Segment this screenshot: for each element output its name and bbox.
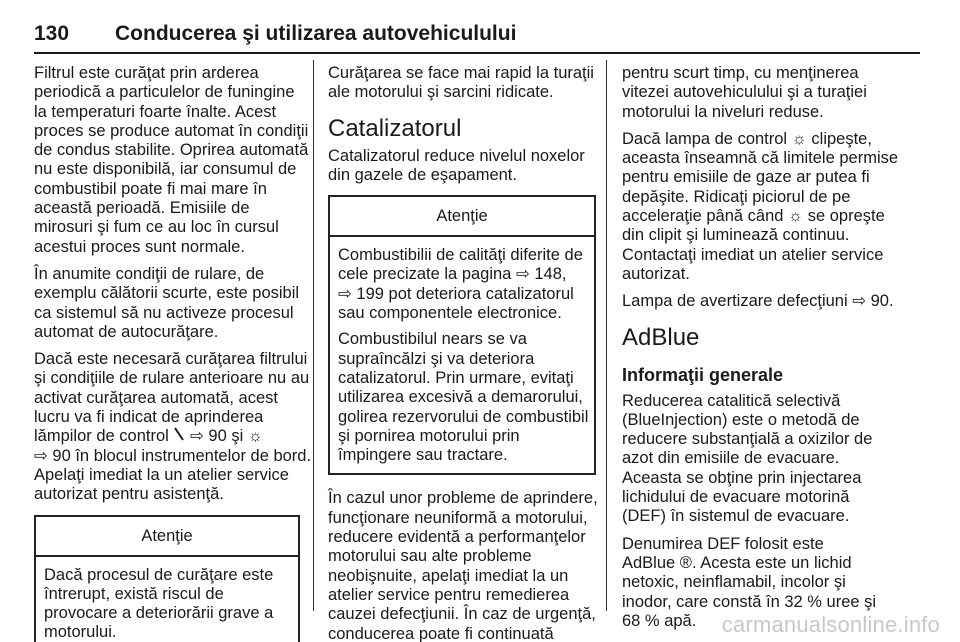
- page-number: 130: [34, 22, 70, 45]
- page-reference-icon: ⇨: [190, 427, 204, 446]
- warning-notice: [328, 195, 596, 475]
- notice-heading: Atenţie: [36, 517, 298, 557]
- column-1: [34, 64, 312, 642]
- paragraph-def-name: Denumirea DEF folosit este AdBlue ®. Acesta este un lichid netoxic, neinflamabil, incolor şi inodor, care constă în 32 % uree şi 68 % apă.: [622, 534, 877, 630]
- engine-warning-icon: ☼: [791, 129, 807, 148]
- engine-warning-icon: ☼: [788, 207, 804, 226]
- paragraph-control-lamp: Dacă lampa de control ☼ clipeşte, aceasta înseamnă că limitele permise pentru emisiile de gaze ar putea fi depăşite. Ridicaţi piciorul de pe acceleraţie până când ☼ se opreşte din clipit şi luminează continuu. Contactaţi imediat un atelier service autorizat.: [622, 129, 899, 283]
- paragraph-filter-cleaning: Filtrul este curăţat prin arderea periodică a particulelor de funingine la temperaturi foarte înalte. Acest proces se produce automat în condiţii de condus stabilite. Oprirea automată nu este disponibilă, iar consumul de combustibil poate fi mai mare în această perioadă. Emisiile de mirosuri şi fum ce au loc în cursul acestui proces sunt normale.: [34, 64, 309, 256]
- engine-warning-icon: ☼: [247, 427, 263, 446]
- subsection-heading-general-info: Informaţii generale: [622, 364, 784, 385]
- notice-body: Combustibilii de calităţi diferite de cele precizate la pagina ⇨ 148, ⇨ 199 pot deteriora catalizatorul sau componentele electronice. Combustibilul nears se va supraîncălzi şi va deteriora catalizatorul. Prin urmare, evitaţi utilizarea excesivă a demarorului, golirea rezervorului de combustibil şi pornirea motorului prin împingere sau tractare.: [338, 246, 589, 465]
- running-title: Conducerea şi utilizarea autovehiculului: [115, 22, 517, 45]
- diesel-filter-icon: [173, 427, 185, 446]
- page-reference-icon: ⇨: [515, 265, 530, 284]
- paragraph-driving-conditions: În anumite condiţii de rulare, de exemplu călătorii scurte, este posibil ca sistemul să nu activeze procesul automat de autocurăţare.: [34, 264, 300, 341]
- column-divider: [606, 60, 607, 611]
- section-heading-adblue: AdBlue: [622, 323, 700, 351]
- paragraph-scr: Reducerea catalitică selectivă (BlueInjection) este o metodă de reducere substanţială a oxizilor de azot din emisiile de evacuare. Aceasta se obţine prin injectarea lichidului de evacuare motorină (DEF) în sistemul de evacuare.: [622, 391, 873, 526]
- paragraph-catalyst: Catalizatorul reduce nivelul noxelor din gazele de eşapament.: [328, 146, 585, 184]
- page-reference-icon: ⇨: [852, 292, 867, 311]
- paragraph-ignition-problems: În cazul unor probleme de aprindere, funcţionare neuniformă a motorului, reducere evidentă a performanţelor motorului sau alte probleme neobişnuite, apelaţi imediat la un atelier service pentru remedierea cauzei defecţiunii. În caz de urgenţă, conducerea poate fi continuată: [328, 489, 598, 642]
- column-3: [622, 64, 918, 639]
- page-reference-icon: ⇨: [34, 446, 48, 465]
- column-2: [328, 64, 596, 642]
- notice-body: Dacă procesul de curăţare este întrerupt, există riscul de provocare a deteriorării grave a motorului.: [44, 565, 274, 642]
- notice-heading: Atenţie: [330, 197, 594, 237]
- header-rule: [34, 52, 920, 54]
- paragraph-cleaning-needed: Dacă este necesară curăţarea filtrului şi condiţiile de rulare anterioare nu au activat curăţarea automată, acest lucru va fi indicat de aprinderea lămpilor de control ⇨ 90 şi ☼ ⇨ 90 în blocul instrumentelor de bord. Apelaţi imediat la un atelier service autorizat pentru asistenţă.: [34, 350, 312, 504]
- paragraph-warning-lamp: Lampa de avertizare defecţiuni ⇨ 90.: [622, 292, 894, 311]
- watermark: carmanualsonline.info: [721, 612, 940, 637]
- section-heading-catalyst: Catalizatorul: [328, 114, 462, 142]
- paragraph-continuation: pentru scurt timp, cu menţinerea vitezei autovehiculului şi a turaţiei motorului la niveluri reduse.: [622, 64, 867, 121]
- column-divider: [313, 60, 314, 611]
- paragraph-cleaning-speed: Curăţarea se face mai rapid la turaţii ale motorului şi sarcini ridicate.: [328, 64, 594, 102]
- warning-notice: [34, 515, 300, 642]
- page-reference-icon: ⇨: [338, 284, 352, 303]
- page-header: [34, 22, 920, 52]
